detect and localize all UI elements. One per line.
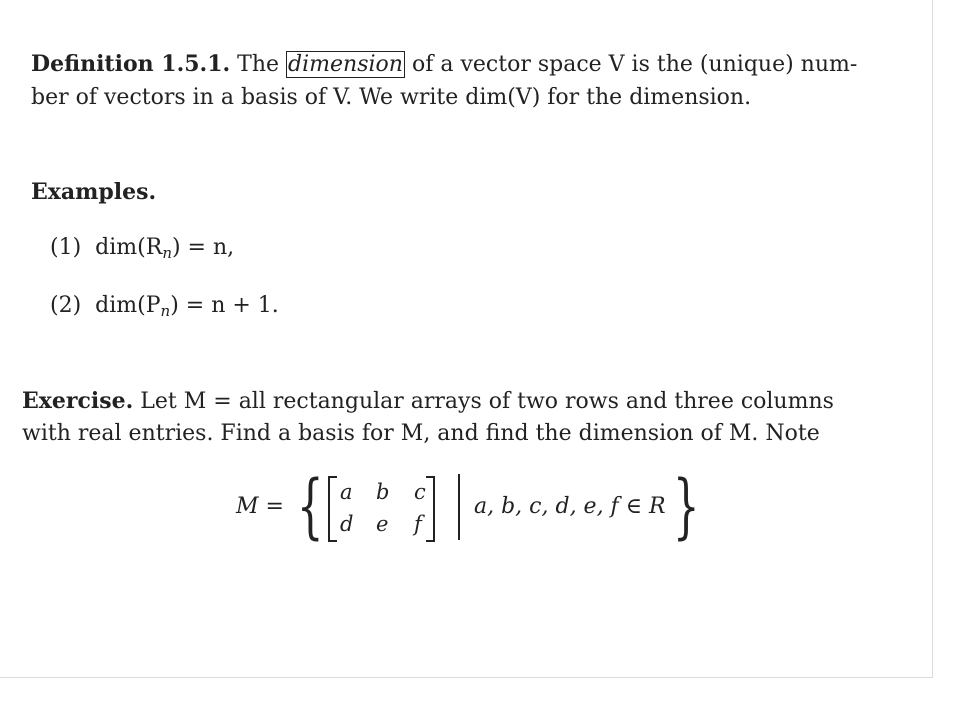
exercise-text-1: Let M = all rectangular arrays of two rows and three columns — [140, 389, 834, 414]
example-subscript: n — [160, 302, 171, 320]
set-definition — [236, 465, 700, 547]
set-lhs: M = — [236, 494, 284, 519]
exercise-label: Exercise. — [22, 388, 134, 414]
matrix-cell: d — [340, 512, 354, 536]
definition-label: Definition 1.5.1. — [31, 51, 231, 77]
matrix-right-bracket — [426, 476, 435, 542]
matrix-cell: f — [414, 512, 422, 536]
matrix-cell: c — [414, 480, 426, 504]
example-expression-post: ) = n + 1. — [170, 293, 279, 318]
definition-line-2: ber of vectors in a basis of V. We write dim(V) for the dimension. — [31, 85, 752, 110]
example-item-1 — [50, 234, 234, 262]
example-subscript: n — [162, 244, 172, 262]
exercise-line-1 — [22, 387, 834, 416]
example-number: (1) — [50, 235, 82, 260]
such-that-bar — [458, 474, 460, 540]
example-number: (2) — [50, 293, 82, 318]
example-item-2 — [50, 292, 279, 320]
example-expression-pre: dim(R — [95, 235, 163, 260]
set-condition: a, b, c, d, e, f ∈ R — [474, 494, 666, 519]
matrix-left-bracket — [328, 476, 337, 542]
example-expression-pre: dim(P — [95, 293, 161, 318]
definition-text-before: The — [237, 52, 280, 77]
right-brace: } — [672, 465, 700, 547]
matrix-cell: b — [376, 480, 390, 504]
matrix-cell: e — [376, 512, 389, 536]
definition-term: dimension — [288, 52, 403, 77]
examples-heading: Examples. — [31, 179, 157, 205]
left-brace: { — [296, 465, 324, 547]
definition-text-after: of a vector space V is the (unique) num- — [411, 52, 858, 77]
exercise-line-2: with real entries. Find a basis for M, and find the dimension of M. Note — [22, 421, 820, 446]
definition-line-1 — [31, 50, 857, 79]
example-expression-post: ) = n, — [171, 235, 235, 260]
matrix-cell: a — [340, 480, 353, 504]
